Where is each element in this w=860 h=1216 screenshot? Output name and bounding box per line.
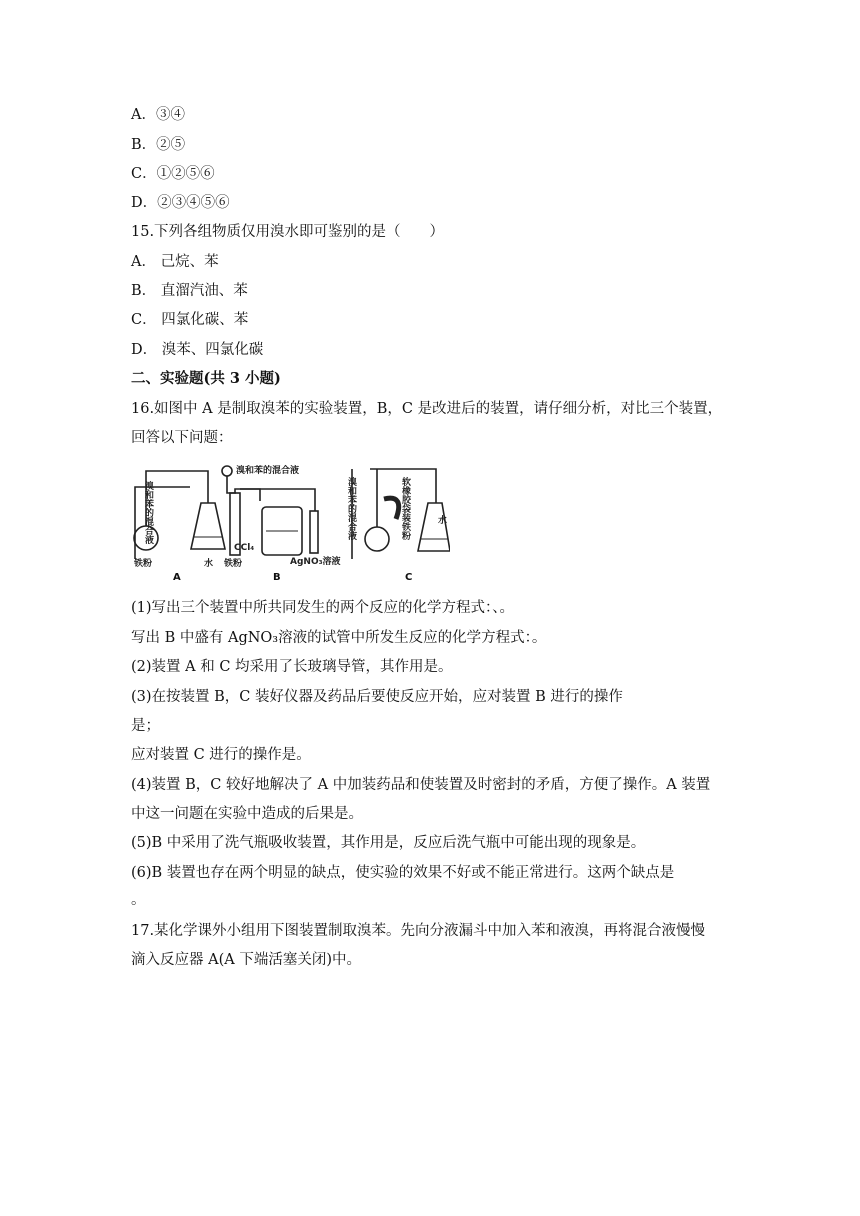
a-water-label: 水 (204, 559, 214, 569)
q16-part-1: (1)写出三个装置中所共同发生的两个反应的化学方程式：、。 (131, 600, 515, 616)
q15-option-c: C． 四氯化碳、苯 (131, 312, 249, 328)
q16-part-3b: 是； (131, 718, 160, 734)
apparatus-figure (130, 459, 450, 587)
q16-part-4: (4)装置 B，C 较好地解决了 A 中加装药品和使装置及时密封的矛盾，方便了操作。A 装置 (131, 777, 711, 793)
q14-option-a: A．③④ (131, 107, 185, 123)
c-side-label: 溴和苯的混合液 (346, 477, 356, 540)
q16-part-2: (2)装置 A 和 C 均采用了长玻璃导管，其作用是。 (131, 659, 453, 675)
q16-part-5: (5)B 中采用了洗气瓶吸收装置，其作用是，反应后洗气瓶中可能出现的现象是。 (131, 835, 646, 851)
q16-part-3c: 应对装置 C 进行的操作是。 (131, 747, 311, 763)
q15-option-b: B． 直溜汽油、苯 (131, 283, 248, 299)
c-rubber-bag (384, 498, 399, 519)
b-funnel-bulb (222, 466, 232, 476)
q15-option-d: D． 溴苯、四氯化碳 (131, 342, 264, 358)
q15-stem: 15.下列各组物质仅用溴水即可鉴别的是（ ） (131, 224, 445, 240)
q17-line1: 17.某化学课外小组用下图装置制取溴苯。先向分液漏斗中加入苯和液溴，再将混合液慢慢 (131, 923, 706, 939)
q17-line2: 滴入反应器 A(A 下端活塞关闭)中。 (131, 952, 361, 968)
q16-part-3: (3)在按装置 B，C 装好仪器及药品后要使反应开始，应对装置 B 进行的操作 (131, 689, 623, 705)
apparatus-drawing (130, 459, 450, 587)
c-bag-label: 软橡胶袋装铁粉 (400, 477, 410, 540)
b-test-tube (310, 511, 318, 553)
q16-stem-line1: 16.如图中 A 是制取溴苯的实验装置，B，C 是改进后的装置，请仔细分析，对比三个装置， (131, 401, 723, 417)
q16-part-1b: 写出 B 中盛有 AgNO₃溶液的试管中所发生反应的化学方程式：。 (131, 630, 547, 646)
q14-option-d: D．②③④⑤⑥ (131, 195, 230, 211)
b-agno3-label: AgNO₃溶液 (290, 557, 341, 567)
b-iron-label: 铁粉 (224, 559, 243, 569)
c-conical-flask (418, 503, 450, 551)
a-iron-label: 铁粉 (134, 559, 153, 569)
q16-part-4b: 中这一问题在实验中造成的后果是。 (131, 806, 363, 822)
c-water-label: 水 (438, 516, 448, 526)
c-flask (365, 527, 389, 551)
a-conical-flask (191, 503, 225, 549)
section-heading: 二、实验题(共 3 小题) (131, 370, 281, 387)
label-c: C (405, 572, 413, 583)
label-b: B (273, 572, 281, 583)
q14-option-c: C．①②⑤⑥ (131, 166, 215, 182)
q16-stem-line2: 回答以下问题： (131, 430, 233, 446)
label-a: A (173, 572, 181, 583)
a-side-label: 溴和苯的混合液 (143, 481, 153, 544)
q16-part-6: (6)B 装置也存在两个明显的缺点，使实验的效果不好或不能正常进行。这两个缺点是 (131, 865, 675, 881)
q14-option-b: B．②⑤ (131, 137, 186, 153)
q15-option-a: A． 己烷、苯 (131, 254, 219, 270)
q16-part-6b: 。 (131, 892, 146, 908)
b-top-label: 溴和苯的混合液 (236, 466, 300, 476)
b-ccl4-label: CCl₄ (234, 543, 255, 553)
